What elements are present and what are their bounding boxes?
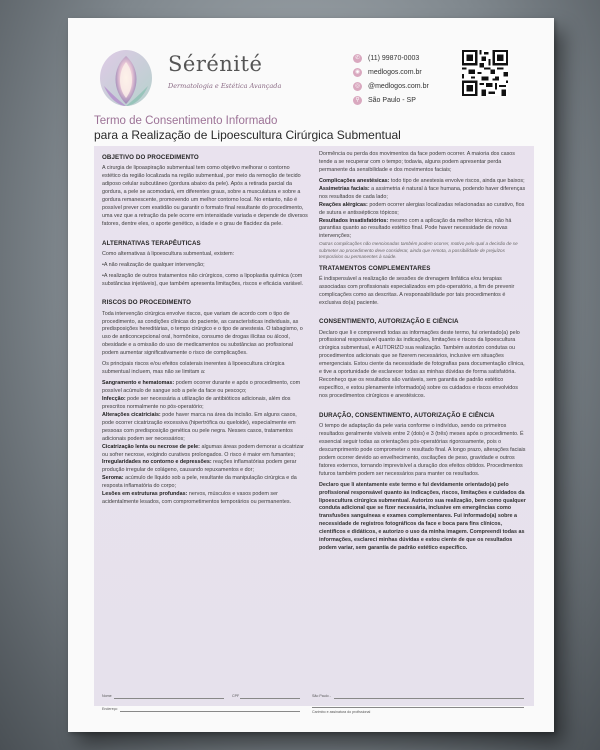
- risk-list-left: [102, 380, 309, 507]
- risk-item: Sangramento e hematomas: podem ocorrer durante e após o procedimento, com possível acúmulo de sangue sob a pele da face ou pescoço;: [102, 380, 301, 395]
- nome-label: Nome: [102, 694, 112, 698]
- document-title: Termo de Consentimento Informado: [94, 115, 278, 127]
- right-column: [319, 151, 526, 701]
- contact-phone-text: (11) 99870-0003: [368, 54, 420, 62]
- alternativas-intro: Como alternativas à lipoescultura submentual, existem:: [102, 250, 235, 257]
- lotus-logo-icon: [98, 48, 154, 110]
- risk-item: Alterações cicatriciais: pode haver marca na área da incisão. Em alguns casos, pode ocorrer cicatrização excessiva (hipertrófica ou queloide), especialmente em pessoas com predisposição genética ou pele negra. Nesses casos, tratamentos adicionais podem ser necessários;: [102, 411, 297, 442]
- consent-form-page: [68, 18, 554, 732]
- section-title-riscos: RISCOS DO PROCEDIMENTO: [102, 299, 192, 307]
- endereco-field[interactable]: [120, 706, 300, 712]
- riscos-intro: Os principais riscos e/ou efeitos colaterais inerentes à lipoescultura cirúrgica submentual incluem, mas não se limitam a:: [102, 361, 285, 376]
- brand-block: [168, 52, 281, 90]
- consentimento-text: Declaro que li e compreendi todas as informações deste termo, fui orientado(a) pelo profissional responsável quanto às indicações, limitações e riscos da lipoescultura cirúrgica submentual, e AUTORIZO sua realização. Também autorizo condutas ou procedimentos adicionais que se fizerem necessários, inclusive em situações emergenciais. Estou ciente da necessidade de fotografias para documentação clínica, e tive a oportunidade de esclarecer todas as minhas dúvidas de forma satisfatória. Reconheço que os resultados são variáveis, sem garantia de padrão estético específico, e estou plenamente informado(a) sobre os cuidados e riscos envolvidos nos procedimentos cirúrgicos e anestésicos.: [319, 329, 525, 400]
- contact-list: [353, 52, 429, 108]
- complementares-text: É indispensável a realização de sessões de drenagem linfática e/ou terapias associadas com profissionais especializados em pós-operatório, a fim de prevenir complicações como as descritas. A responsabilidade por tais procedimentos é exclusiva do(a) paciente.: [319, 275, 515, 306]
- risk-item: Resultados insatisfatórios: mesmo com a aplicação da melhor técnica, não há garantias quanto ao resultado estético final. Pode haver necessidade de novas intervenções;: [319, 217, 512, 240]
- risk-item: Lesões em estruturas profundas: nervos, músculos e vasos podem ser acidentalmente lesados, com comprometimentos temporários ou permanentes.: [102, 491, 292, 506]
- contact-website-text: medlogos.com.br: [368, 68, 422, 76]
- alternativas-item-1: •A não realização de qualquer intervenção;: [102, 261, 205, 268]
- cpf-label: CPF: [232, 694, 240, 698]
- risk-item: Reações alérgicas: podem ocorrer alergias localizadas relacionadas ao curativo, fios de sutura e antissépticos tópicos;: [319, 201, 525, 216]
- risk-item: Complicações anestésicas: todo tipo de anestesia envolve riscos, ainda que baixos;: [319, 177, 525, 184]
- left-column: [102, 151, 309, 701]
- risk-continuation: Dormência ou perda dos movimentos da face podem ocorrer. A maioria dos casos tende a se recuperar com o tempo; todavia, alguns podem apresentar perda permanente da sensibilidade e dos movimentos faciais;: [319, 151, 515, 173]
- alternativas-item-2: •A realização de outros tratamentos não cirúrgicos, como a lipoplastia química (com substâncias injetáveis), que também apresenta limitações, riscos e eficácia variável.: [102, 272, 304, 287]
- declaration-text: Declaro que li atentamente este termo e fui devidamente orientado(a) pelo profissional responsável quanto às indicações, riscos, limitações e cuidados da lipoescultura cirúrgica submentual. Autorizo sua realização, bem como qualquer conduta adicional que se fizer necessária, inclusive em emergências como transfusões sanguíneas e exames complementares. Fui informado(a) sobre a necessidade de registros fotográficos da face e boca para fins clínicos, científicos e didáticos, e autorizo o uso da minha imagem. Compreendi todas as informações, esclareci minhas dúvidas e estou ciente de que os resultados podem variar, sem garantia de padrão estético específico.: [319, 481, 526, 552]
- section-title-alternativas: ALTERNATIVAS TERAPÊUTICAS: [102, 239, 201, 247]
- whatsapp-icon: ✆: [353, 54, 362, 63]
- endereco-label: Endereço: [102, 707, 118, 711]
- contact-instagram-text: @medlogos.com.br: [368, 82, 429, 90]
- cpf-field[interactable]: [240, 693, 300, 699]
- duracao-text: O tempo de adaptação da pele varia conforme o indivíduo, sendo os primeiros resultados geralmente visíveis entre 2 (dois) e 3 (três) meses após o procedimento. É essencial seguir todas as orientações pós-operatórias rigorosamente, pois o descumprimento pode comprometer o resultado final. A longo prazo, alterações faciais podem ocorrer devido ao envelhecimento, oscilações de peso, gravidade e outros fatores externos, tornando imprevisível a duração dos efeitos obtidos. Procedimentos futuros também podem ser necessários para manter os resultados.: [319, 423, 526, 477]
- contact-location: [353, 94, 429, 107]
- risk-item: Infecção: pode ser necessária a utilização de antibióticos adicionais, além dos prescritos normalmente no pós-operatório;: [102, 395, 291, 410]
- contact-instagram: [353, 80, 429, 93]
- risk-list-right: [319, 178, 526, 242]
- section-title-complementares: TRATAMENTOS COMPLEMENTARES: [319, 264, 431, 272]
- signature-footer: [94, 690, 534, 716]
- risk-item: Assimetrias faciais: a assimetria é natural à face humana, podendo haver diferenças nos resultados de cada lado;: [319, 185, 526, 200]
- section-title-consentimento: CONSENTIMENTO, AUTORIZAÇÃO E CIÊNCIA: [319, 318, 459, 326]
- contact-phone: [353, 52, 429, 65]
- nome-field[interactable]: [114, 693, 224, 699]
- section-title-objetivo: OBJETIVO DO PROCEDIMENTO: [102, 154, 199, 161]
- local-data-field[interactable]: [334, 693, 524, 699]
- section-title-duracao: DURAÇÃO, CONSENTIMENTO, AUTORIZAÇÃO E CIÊNCIA: [319, 411, 495, 419]
- carimbo-label: Carimbo e assinatura do profissional: [312, 710, 371, 714]
- contact-website: [353, 66, 429, 79]
- document-subtitle: para a Realização de Lipoescultura Cirúrgica Submentual: [94, 128, 401, 142]
- instagram-icon: ◎: [353, 82, 362, 91]
- brand-subtitle: Dermatologia e Estética Avançada: [168, 82, 282, 90]
- other-complications-note: Outras complicações não mencionadas também podem ocorrer, motivo pelo qual a decisão de se submeter ao procedimento deve considerar, ainda que remota, a possibilidade de prejuízos temporários ou permanentes à saúde.: [319, 241, 518, 260]
- location-pin-icon: ⚲: [353, 96, 362, 105]
- signature-field[interactable]: [312, 702, 524, 708]
- brand-name: Sérénité: [168, 52, 263, 76]
- web-icon: ◉: [353, 68, 362, 77]
- risk-item: Cicatrização lenta ou necrose de pele: algumas áreas podem demorar a cicatrizar ou sofrer necrose, exigindo curativos prolongados. O risco é maior em fumantes;: [102, 443, 304, 458]
- local-data-label: São Paulo -: [312, 694, 331, 698]
- objetivo-text: A cirurgia de lipoaspiração submentual tem como objetivo melhorar o contorno estético da região localizada na região submentual, por meio da remoção de tecido adiposo celular subcutâneo (gordura abaixo da pele). Após a retirada parcial da gordura, a pele se acomodará, em diferentes graus, sobre a musculatura e sobre a gordura remanescente, promovendo um melhor contorno local. No entanto, não é possível prever com exatidão ou garantir o formato final resultante do procedimento, uma vez que a retração da pele ocorre em intensidade variada e depende de diversos fatores, dentre eles, o aporte genético, a idade e o grau de flacidez da pele.: [102, 165, 308, 227]
- content-panel: [94, 146, 534, 706]
- risk-item: Seroma: acúmulo de líquido sob a pele, resultante da manipulação cirúrgica e da resposta inflamatória do corpo;: [102, 475, 297, 490]
- risk-item: Irregularidades no contorno e depressões: reações inflamatórias podem gerar produção irregular de colágeno, causando repuxamentos e dor;: [102, 459, 297, 474]
- qr-code-icon: [462, 50, 508, 96]
- contact-location-text: São Paulo - SP: [368, 96, 416, 104]
- riscos-text: Toda intervenção cirúrgica envolve riscos, que variam de acordo com o tipo de procedimento, as condições clínicas do paciente, as características individuais, as predisposições hereditárias, o tempo cirúrgico e o tipo de anestesia. O tabagismo, o uso de anticoncepcional oral, hormônios, consumo de drogas ilícitas ou álcool, obesidade e a omissão do uso de medicamentos ou substâncias ao profissional podem aumentar significativamente o risco de complicações.: [102, 310, 303, 357]
